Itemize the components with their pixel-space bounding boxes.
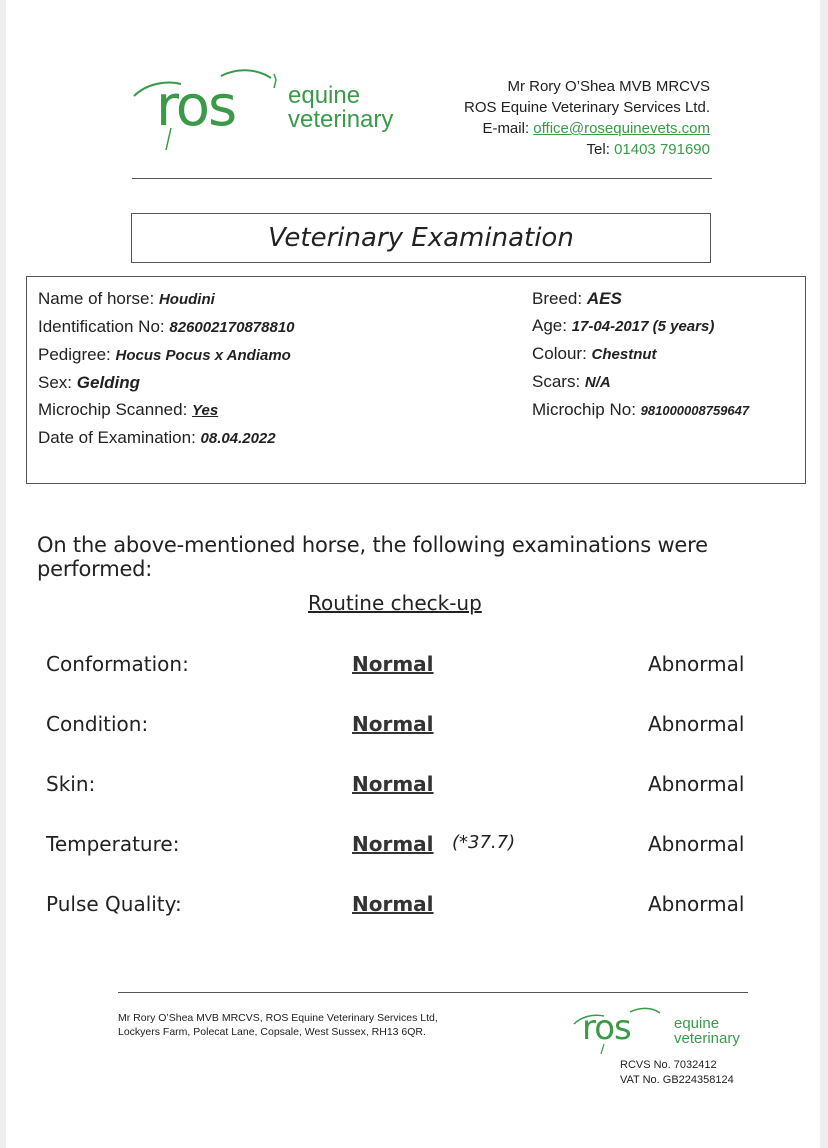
identification-label: Identification No: (38, 317, 165, 336)
footer-address-line1: Mr Rory O’Shea MVB MRCVS, ROS Equine Veterinary Services Ltd, (118, 1012, 438, 1024)
age-label: Age: (532, 316, 567, 335)
check-abnormal-option: Abnormal (648, 832, 745, 856)
rcvs-number: RCVS No. 7032412 (620, 1059, 717, 1071)
colour-label: Colour: (532, 344, 587, 363)
email-link[interactable]: office@rosequinevets.com (533, 120, 710, 137)
microchip-scanned-label: Microchip Scanned: (38, 400, 188, 419)
microchip-no-row (532, 396, 749, 424)
horse-name-row (38, 285, 295, 313)
footer-logo (572, 1006, 762, 1086)
header-divider (132, 178, 712, 179)
logo-text-veterinary: veterinary (288, 106, 394, 133)
microchip-scanned-row (38, 396, 295, 424)
document-page (6, 0, 820, 1148)
sex-label: Sex: (38, 373, 73, 392)
check-label: Skin: (46, 772, 96, 796)
check-row-skin (6, 772, 820, 802)
footer-address (118, 1011, 438, 1039)
email-line (464, 118, 710, 139)
vat-number: VAT No. GB224358124 (620, 1074, 734, 1086)
vet-name: Mr Rory O’Shea MVB MRCVS (507, 78, 710, 95)
document-title: Veterinary Examination (131, 213, 711, 263)
check-row-temperature (6, 832, 820, 862)
pedigree-label: Pedigree: (38, 345, 111, 364)
check-label: Temperature: (46, 832, 180, 856)
check-normal-selected: Normal (352, 832, 434, 856)
pedigree-value: Hocus Pocus x Andiamo (115, 347, 291, 364)
tel-value: 01403 791690 (614, 141, 710, 158)
check-normal-selected: Normal (352, 652, 434, 676)
practice-logo (126, 66, 416, 156)
footer-address-line2: Lockyers Farm, Polecat Lane, Copsale, West Sussex, RH13 6QR. (118, 1026, 426, 1038)
scars-label: Scars: (532, 372, 581, 391)
registration-numbers (620, 1058, 734, 1088)
intro-text: On the above-mentioned horse, the following examinations were performed: (37, 533, 708, 581)
temperature-reading: (*37.7) (452, 832, 516, 853)
check-label: Conformation: (46, 652, 189, 676)
sex-value: Gelding (76, 373, 141, 392)
age-row (532, 312, 749, 340)
microchip-scanned-value: Yes (192, 402, 219, 419)
section-title: Routine check-up (308, 591, 482, 615)
practice-name: ROS Equine Veterinary Services Ltd. (464, 99, 710, 116)
identification-row (38, 313, 295, 341)
check-abnormal-option: Abnormal (648, 652, 745, 676)
scars-row (532, 368, 749, 396)
footer-logo-text-equine: equine (674, 1015, 720, 1032)
check-normal-selected: Normal (352, 712, 434, 736)
footer-logo-mark: ros (582, 1008, 631, 1048)
horse-name-value: Houdini (158, 291, 215, 308)
exam-date-row (38, 424, 295, 452)
check-abnormal-option: Abnormal (648, 712, 745, 736)
check-abnormal-option: Abnormal (648, 772, 745, 796)
breed-value: AES (586, 289, 622, 308)
check-row-pulse-quality (6, 892, 820, 922)
logo-mark: ros (156, 74, 236, 139)
scars-value: N/A (584, 374, 611, 391)
age-value: 17-04-2017 (5 years) (571, 318, 715, 335)
check-abnormal-option: Abnormal (648, 892, 745, 916)
check-normal-selected: Normal (352, 772, 434, 796)
horse-name-label: Name of horse: (38, 289, 155, 308)
microchip-no-label: Microchip No: (532, 400, 636, 419)
breed-label: Breed: (532, 289, 583, 308)
tel-line (464, 139, 710, 160)
email-label: E-mail: (482, 120, 530, 137)
colour-value: Chestnut (591, 346, 657, 363)
footer-divider (118, 992, 748, 993)
microchip-no-value: 981000008759647 (640, 403, 750, 418)
check-row-condition (6, 712, 820, 742)
check-label: Pulse Quality: (46, 892, 182, 916)
check-normal-selected: Normal (352, 892, 434, 916)
footer-logo-text-veterinary: veterinary (674, 1030, 740, 1047)
sex-row (38, 369, 295, 396)
check-row-conformation (6, 652, 820, 682)
practice-contact (464, 76, 710, 160)
exam-date-value: 08.04.2022 (200, 430, 276, 447)
pedigree-row (38, 341, 295, 369)
horse-details-left (38, 285, 295, 452)
identification-value: 826002170878810 (169, 319, 295, 336)
exam-date-label: Date of Examination: (38, 428, 196, 447)
check-label: Condition: (46, 712, 149, 736)
horse-details-box (26, 276, 806, 484)
breed-row (532, 285, 749, 312)
logo-text-equine: equine (288, 82, 361, 109)
colour-row (532, 340, 749, 368)
tel-label: Tel: (586, 141, 610, 158)
horse-details-right (532, 285, 749, 424)
